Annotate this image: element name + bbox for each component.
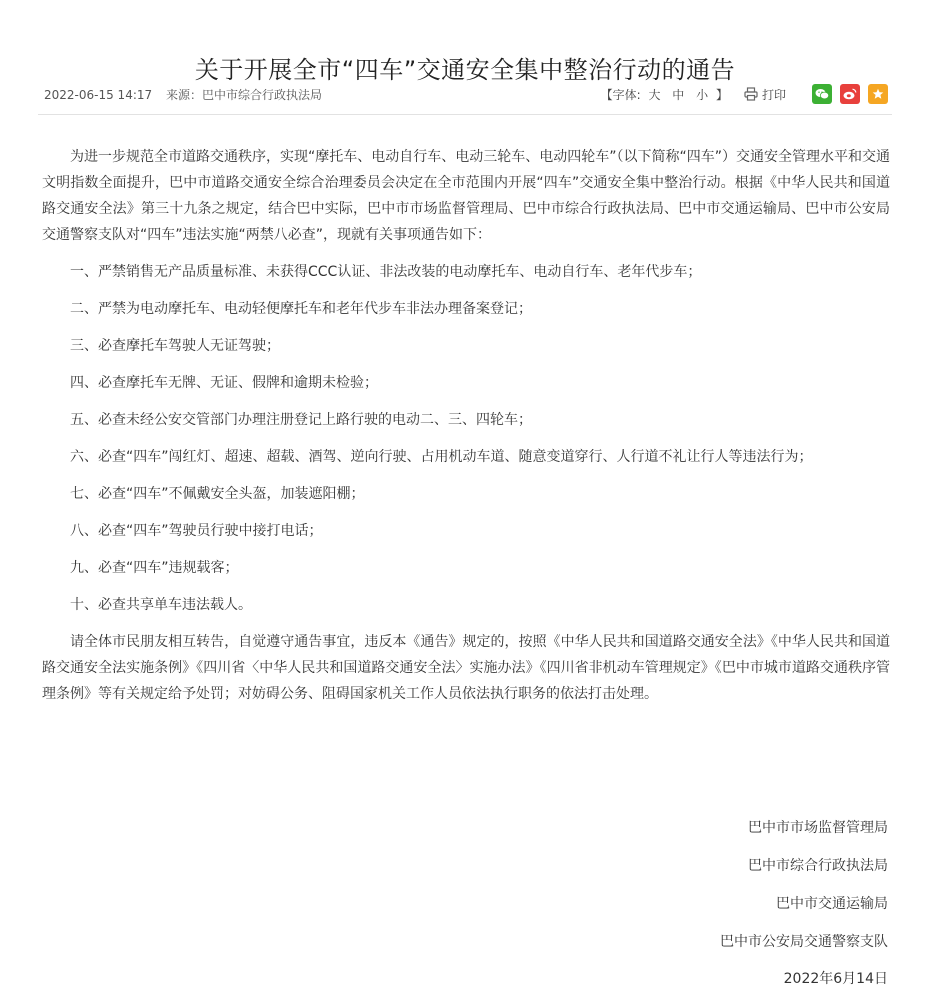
closing-paragraph: 请全体市民朋友相互转告，自觉遵守通告事宜，违反本《通告》规定的，按照《中华人民共和国道路交通安全法》《中华人民共和国道路交通安全法实施条例》《四川省〈中华人民共和国道路交通安全法〉实施办法》《四川省非机动车管理规定》《巴中市城市道路交通秩序管理条例》等有关规定给予处罚；对妨碍公务、阻碍国家机关工作人员依法执行职务的依法打击处理。 (42, 634, 890, 702)
signature-transport-bureau: 巴中市交通运输局 (776, 896, 888, 912)
share-favorite-button[interactable] (868, 84, 888, 104)
font-size-large-button[interactable]: 大 (648, 87, 661, 102)
article-meta (44, 86, 332, 103)
notice-item-9: 九、必查“四车”违规载客； (70, 560, 239, 576)
notice-item-3: 三、必查摩托车驾驶人无证驾驶； (70, 338, 280, 354)
notice-item-7: 七、必查“四车”不佩戴安全头盔，加装遮阳棚； (70, 486, 365, 502)
header-divider (38, 114, 892, 115)
notice-item-5: 五、必查未经公安交管部门办理注册登记上路行驶的电动二、三、四轮车； (70, 412, 532, 428)
notice-item-1: 一、严禁销售无产品质量标准、未获得CCC认证、非法改装的电动摩托车、电动自行车、老年代步车； (70, 264, 702, 280)
article-toolbar (601, 82, 888, 106)
publish-date: 2022-06-15 14:17 (44, 88, 153, 102)
notice-item-8: 八、必查“四车”驾驶员行驶中接打电话； (70, 523, 323, 539)
article-body (42, 144, 890, 707)
font-size-small-button[interactable]: 小 (696, 87, 709, 102)
signature-enforcement-bureau: 巴中市综合行政执法局 (748, 858, 888, 874)
share-weibo-button[interactable] (840, 84, 860, 104)
star-icon (872, 88, 884, 100)
weibo-icon (843, 88, 857, 100)
article-source: 来源：巴中市综合行政执法局 (165, 88, 322, 102)
notice-item-2: 二、严禁为电动摩托车、电动轻便摩托车和老年代步车非法办理备案登记； (70, 301, 532, 317)
font-size-bracket: 】 (715, 87, 728, 102)
signature-traffic-police: 巴中市公安局交通警察支队 (720, 934, 888, 950)
font-size-medium-button[interactable]: 中 (672, 87, 685, 102)
signature-market-bureau: 巴中市市场监督管理局 (748, 820, 888, 836)
font-size-control (601, 86, 728, 103)
article-title: 关于开展全市“四车”交通安全集中整治行动的通告 (194, 56, 736, 85)
notice-item-4: 四、必查摩托车无牌、无证、假牌和逾期未检验； (70, 375, 378, 391)
intro-paragraph: 为进一步规范全市道路交通秩序，实现“摩托车、电动自行车、电动三轮车、电动四轮车”（以下简称“四车”）交通安全管理水平和交通文明指数全面提升，巴中市道路交通安全综合治理委员会决定在全市范围内开展“四车”交通安全集中整治行动。根据《中华人民共和国道路交通安全法》第三十九条之规定，结合巴中实际，巴中市市场监督管理局、巴中市综合行政执法局、巴中市交通运输局、巴中市公安局交通警察支队对“四车”违法实施“两禁八必查”，现就有关事项通告如下： (42, 149, 891, 243)
font-size-label: 【字体: (600, 87, 641, 102)
notice-item-6: 六、必查“四车”闯红灯、超速、超载、酒驾、逆向行驶、占用机动车道、随意变道穿行、人行道不礼让行人等违法行为； (70, 449, 813, 465)
share-wechat-button[interactable] (812, 84, 832, 104)
printer-icon (744, 87, 758, 101)
wechat-icon (815, 88, 829, 100)
notice-item-10: 十、必查共享单车违法载人。 (70, 597, 252, 613)
print-label: 打印 (761, 87, 786, 102)
signature-date: 2022年6月14日 (783, 971, 888, 987)
print-button[interactable] (744, 86, 786, 103)
